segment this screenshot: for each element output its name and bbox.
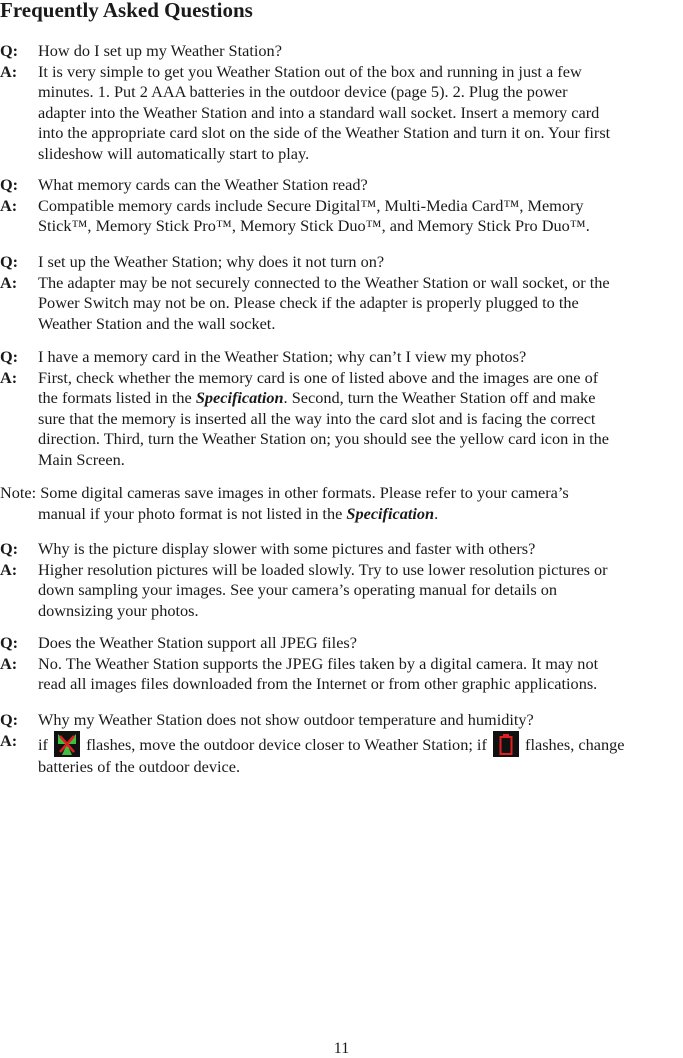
text-line	[0, 654, 683, 675]
text-segment: Stick™, Memory Stick Pro™, Memory Stick Duo™, and Memory Stick Pro Duo™.	[38, 216, 590, 236]
text-segment: into the appropriate card slot on the side of the Weather Station and turn it on. Your first	[38, 123, 611, 143]
answer-label: A:	[0, 559, 18, 579]
faq-item	[0, 347, 683, 471]
emphasis-text: Specification	[195, 388, 284, 408]
text-line	[0, 103, 683, 124]
faq-question	[0, 252, 683, 273]
faq-answer	[0, 368, 683, 471]
text-line	[0, 560, 683, 581]
text-line	[0, 368, 683, 389]
text-segment: downsizing your photos.	[38, 600, 199, 620]
question-label: Q:	[0, 347, 19, 366]
text-line	[0, 314, 683, 335]
text-line	[0, 757, 683, 778]
text-line	[0, 347, 683, 368]
text-segment: Does the Weather Station support all JPEG files?	[38, 633, 357, 652]
text-segment: I have a memory card in the Weather Station; why can’t I view my photos?	[38, 347, 527, 366]
faq-item	[0, 633, 683, 695]
faq-question	[0, 347, 683, 368]
faq-question	[0, 710, 683, 731]
text-segment: slideshow will automatically start to play.	[38, 143, 310, 163]
faq-question	[0, 175, 683, 196]
answer-label: A:	[0, 195, 18, 215]
answer-label: A:	[0, 272, 18, 292]
text-line	[0, 216, 683, 237]
text-line	[0, 633, 683, 654]
text-line	[0, 293, 683, 314]
faq-answer	[0, 196, 683, 237]
text-segment: It is very simple to get you Weather Station out of the box and running in just a few	[38, 61, 582, 81]
text-segment: batteries of the outdoor device.	[38, 756, 241, 776]
page-title: Frequently Asked Questions	[0, 0, 253, 22]
text-segment: sure that the memory is inserted all the way into the card slot and is facing the correct	[38, 408, 596, 428]
faq-question	[0, 633, 683, 654]
question-label: Q:	[0, 539, 19, 558]
faq-answer	[0, 731, 683, 778]
text-segment: First, check whether the memory card is one of listed above and the images are one of	[38, 367, 599, 387]
text-segment: minutes. 1. Put 2 AAA batteries in the outdoor device (page 5). 2. Plug the power	[38, 82, 568, 102]
faq-item	[0, 175, 683, 237]
text-segment: direction. Third, turn the Weather Station on; you should see the yellow card icon in the	[38, 429, 609, 449]
question-label: Q:	[0, 710, 19, 729]
page-number: 11	[333, 1040, 350, 1057]
text-segment: Compatible memory cards include Secure Digital™, Multi-Media Card™, Memory	[38, 195, 584, 215]
answer-label: A:	[0, 730, 18, 750]
text-segment: Why is the picture display slower with some pictures and faster with others?	[38, 539, 536, 558]
text-segment: Weather Station and the wall socket.	[38, 313, 276, 333]
text-line	[0, 175, 683, 196]
faq-item	[0, 710, 683, 777]
faq-answer	[0, 273, 683, 335]
text-line	[0, 388, 683, 409]
faq-answer	[0, 62, 683, 165]
text-segment: Main Screen.	[38, 449, 125, 469]
text-segment: down sampling your images. See your camera’s operating manual for details on	[38, 580, 558, 600]
text-segment: I set up the Weather Station; why does it not turn on?	[38, 252, 385, 271]
low-battery-icon	[493, 731, 519, 757]
text-line	[0, 409, 683, 430]
text-line	[0, 483, 683, 504]
text-segment: the formats listed in the	[38, 388, 196, 408]
text-line	[0, 674, 683, 695]
emphasis-text: Specification	[346, 503, 435, 523]
text-line	[0, 429, 683, 450]
text-segment: flashes, move the outdoor device closer to Weather Station; if	[82, 734, 491, 754]
faq-item	[0, 41, 683, 165]
text-segment: manual if your photo format is not listed in the	[38, 503, 347, 523]
faq-note	[0, 483, 683, 524]
text-segment: Why my Weather Station does not show outdoor temperature and humidity?	[38, 710, 534, 729]
text-line	[0, 539, 683, 560]
text-line	[0, 710, 683, 731]
text-segment: .	[434, 503, 439, 523]
question-label: Q:	[0, 41, 19, 60]
answer-label: A:	[0, 653, 18, 673]
text-segment: The adapter may be not securely connected to the Weather Station or wall socket, or the	[38, 272, 610, 292]
text-line	[0, 504, 683, 525]
text-segment: Higher resolution pictures will be loaded slowly. Try to use lower resolution pictures or	[38, 559, 608, 579]
text-line	[0, 196, 683, 217]
faq-question	[0, 539, 683, 560]
text-line	[0, 123, 683, 144]
text-line	[0, 62, 683, 83]
text-line	[0, 144, 683, 165]
text-line	[0, 731, 683, 757]
answer-label: A:	[0, 367, 18, 387]
faq-answer	[0, 654, 683, 695]
text-line	[0, 601, 683, 622]
text-segment: . Second, turn the Weather Station off and make	[283, 388, 596, 408]
text-line	[0, 41, 683, 62]
question-label: Q:	[0, 252, 19, 271]
text-segment: Note: Some digital cameras save images in other formats. Please refer to your camera’s	[0, 483, 569, 502]
faq-question	[0, 41, 683, 62]
text-segment: if	[38, 734, 53, 754]
text-line	[0, 580, 683, 601]
text-segment: read all images files downloaded from the Internet or from other graphic applications.	[38, 674, 598, 694]
text-segment: flashes, change	[520, 734, 625, 754]
text-segment: No. The Weather Station supports the JPEG files taken by a digital camera. It may not	[38, 653, 599, 673]
faq-item	[0, 539, 683, 621]
text-line	[0, 450, 683, 471]
text-line	[0, 82, 683, 103]
question-label: Q:	[0, 633, 19, 652]
question-label: Q:	[0, 175, 19, 194]
text-line	[0, 273, 683, 294]
text-segment: How do I set up my Weather Station?	[38, 41, 282, 60]
text-segment: What memory cards can the Weather Station read?	[38, 175, 368, 194]
text-segment: adapter into the Weather Station and into a standard wall socket. Insert a memory card	[38, 102, 600, 122]
text-line	[0, 252, 683, 273]
answer-label: A:	[0, 61, 18, 81]
text-segment: Power Switch may not be on. Please check if the adapter is properly plugged to the	[38, 293, 579, 313]
faq-answer	[0, 560, 683, 622]
faq-item	[0, 252, 683, 334]
antenna-no-signal-icon	[54, 731, 80, 757]
